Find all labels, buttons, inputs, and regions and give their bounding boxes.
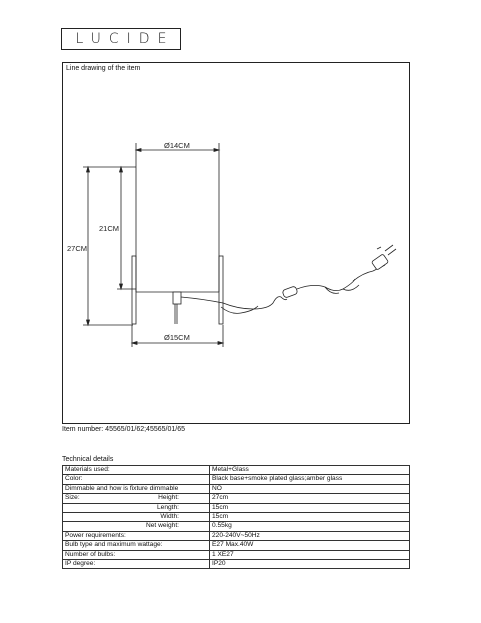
spec-value: 27cm xyxy=(210,494,410,503)
power-plug xyxy=(371,254,388,270)
table-row xyxy=(63,484,410,493)
spec-label: Dimmable and how is fixture dimmable xyxy=(65,484,179,492)
power-cable xyxy=(181,297,287,309)
table-row xyxy=(63,512,410,521)
spec-value: IP20 xyxy=(210,559,410,568)
spec-value: 220-240V~50Hz xyxy=(210,531,410,540)
brand-logo xyxy=(61,28,181,50)
spec-value: NO xyxy=(210,484,410,493)
spec-value: E27 Max.40W xyxy=(210,541,410,550)
top-width-label: Ø14CM xyxy=(164,141,190,150)
spec-sublabel: Length: xyxy=(157,503,179,511)
spec-label: Color: xyxy=(65,475,83,483)
table-row xyxy=(63,559,410,568)
spec-label: IP degree: xyxy=(65,560,96,567)
spec-label-cell xyxy=(63,466,210,475)
spec-label: Materials used: xyxy=(65,466,110,474)
spec-label: Number of bulbs: xyxy=(65,550,116,558)
technical-details-title: Technical details xyxy=(62,456,114,463)
shade-height-label: 21CM xyxy=(99,224,120,233)
table-row xyxy=(63,531,410,540)
spec-value: Metal+Glass xyxy=(210,466,410,475)
total-height-label: 27CM xyxy=(67,244,88,253)
spec-label: Power requirements: xyxy=(65,531,126,539)
line-drawing-panel xyxy=(62,62,410,424)
lamp-line-drawing xyxy=(63,63,411,425)
spec-label-cell xyxy=(63,541,210,550)
spec-label-cell xyxy=(63,559,210,568)
spec-label-cell xyxy=(63,475,210,484)
table-row xyxy=(63,522,410,531)
spec-label-cell xyxy=(63,550,210,559)
spec-sublabel: Height: xyxy=(158,494,179,502)
spec-label-cell xyxy=(63,522,210,531)
drawing-title: Line drawing of the item xyxy=(66,65,141,72)
table-row xyxy=(63,541,410,550)
spec-label-cell xyxy=(63,531,210,540)
spec-label-cell xyxy=(63,512,210,521)
cable-switch xyxy=(282,286,298,298)
spec-value: 15cm xyxy=(210,503,410,512)
base-width-label: Ø15CM xyxy=(164,333,190,342)
spec-label-cell xyxy=(63,494,210,503)
spec-value: 15cm xyxy=(210,512,410,521)
spec-sublabel: Net weight: xyxy=(146,522,179,530)
brand-logo-text: LUCIDE xyxy=(75,31,175,47)
spec-value: 1 XE27 xyxy=(210,550,410,559)
table-row xyxy=(63,475,410,484)
table-row xyxy=(63,466,410,475)
spec-label-cell xyxy=(63,503,210,512)
table-row xyxy=(63,494,410,503)
table-row xyxy=(63,503,410,512)
spec-sublabel: Width: xyxy=(160,513,179,521)
item-number: Item number: 45565/01/62;45565/01/65 xyxy=(62,426,185,433)
technical-details-table xyxy=(62,465,410,569)
spec-label-cell xyxy=(63,484,210,493)
spec-value: Black base+smoke plated glass;amber glass xyxy=(210,475,410,484)
spec-value: 0.55kg xyxy=(210,522,410,531)
spec-label: Size: xyxy=(65,494,80,502)
spec-label: Bulb type and maximum wattage: xyxy=(65,541,163,549)
table-row xyxy=(63,550,410,559)
